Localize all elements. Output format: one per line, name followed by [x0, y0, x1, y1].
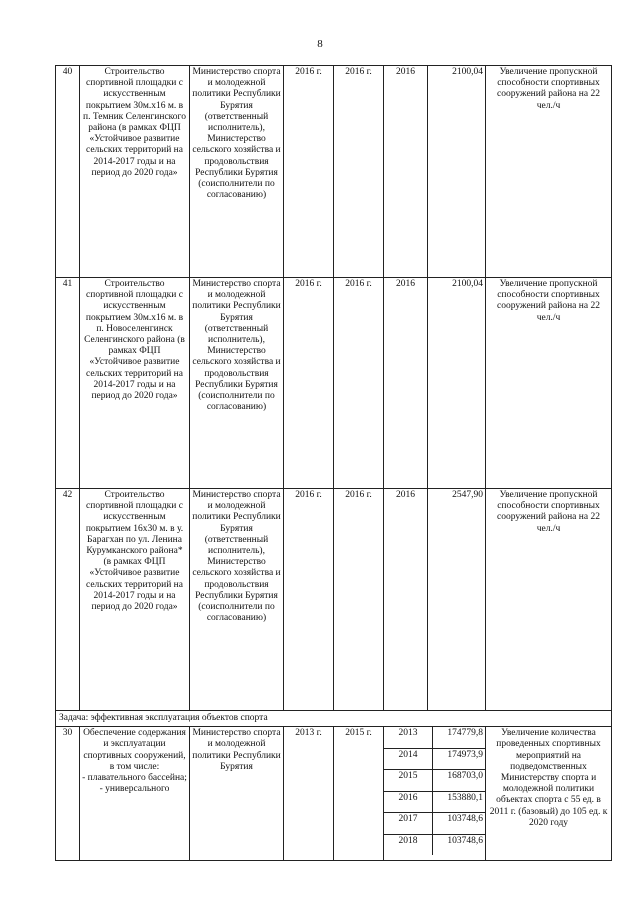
- funding-year: 2018: [384, 835, 433, 856]
- funding-by-year: [384, 727, 486, 861]
- funding-year: 2013: [384, 727, 433, 748]
- table-row: [56, 66, 612, 278]
- table-row: [56, 727, 612, 861]
- activity-name: Строительство спортивной площадки с искусственным покрытием 16х30 м. в у. Барагхан по ул. Ленина Курумканского района* (в рамках ФЦП «Устойчивое развитие сельских территорий на 2014-2017 годы и на период до 2020 года»: [80, 489, 190, 711]
- expected-result: Увеличение пропускной способности спортивных сооружений района на 22 чел./ч: [486, 489, 612, 711]
- funding-amount: 2100,04: [428, 66, 486, 278]
- funding-year: 2014: [384, 749, 433, 770]
- activity-name: Строительство спортивной площадки с искусственным покрытием 30м.х16 м. в п. Новоселенгинск Селенгинского района (в рамках ФЦП «Устойчивое развитие сельских территорий на 2014-2017 годы и на период до 2020 года»: [80, 278, 190, 489]
- funding-year-row: [384, 792, 485, 814]
- end-date: 2016 г.: [334, 489, 384, 711]
- activity-item: - универсального: [99, 784, 170, 795]
- end-date: 2015 г.: [334, 727, 384, 861]
- start-date: 2016 г.: [284, 66, 334, 278]
- table-row: [56, 278, 612, 489]
- funding-amount: 103748,6: [447, 814, 483, 825]
- executor: Министерство спорта и молодежной политики Республики Бурятия (ответственный исполнитель), Министерство сельского хозяйства и продовольствия Республики Бурятия (соисполнители по согласованию): [190, 66, 284, 278]
- row-number: 41: [56, 278, 80, 489]
- executor: Министерство спорта и молодежной политики Республики Бурятия: [190, 727, 284, 861]
- funding-year: 2016: [384, 278, 428, 489]
- funding-year-row: [384, 835, 485, 856]
- funding-year-row: [384, 770, 485, 792]
- funding-year-row: [384, 749, 485, 771]
- funding-year-row: [384, 813, 485, 835]
- funding-year: 2016: [384, 489, 428, 711]
- table-row: [56, 489, 612, 711]
- row-number: 30: [56, 727, 80, 861]
- start-date: 2016 г.: [284, 278, 334, 489]
- start-date: 2016 г.: [284, 489, 334, 711]
- task-row: [56, 711, 612, 727]
- funding-amount: 168703,0: [447, 771, 483, 782]
- start-date: 2013 г.: [284, 727, 334, 861]
- activity-name: Строительство спортивной площадки с искусственным покрытием 30м.х16 м. в п. Темник Селенгинского района (в рамках ФЦП «Устойчивое развитие сельских территорий на 2014-2017 годы и на период до 2020 года»: [80, 66, 190, 278]
- funding-amount: 2100,04: [428, 278, 486, 489]
- task-heading: Задача: эффективная эксплуатация объектов спорта: [56, 711, 612, 727]
- page-number: 8: [317, 38, 323, 50]
- expected-result: Увеличение количества проведенных спортивных мероприятий на подведомственных Министерству спорта и молодежной политики объектах спорта с 55 ед. в 2011 г. (базовый) до 105 ед. к 2020 году: [486, 727, 612, 861]
- end-date: 2016 г.: [334, 66, 384, 278]
- program-table: [55, 65, 612, 861]
- funding-year: 2017: [384, 813, 433, 834]
- expected-result: Увеличение пропускной способности спортивных сооружений района на 22 чел./ч: [486, 278, 612, 489]
- expected-result: Увеличение пропускной способности спортивных сооружений района на 22 чел./ч: [486, 66, 612, 278]
- funding-year-row: [384, 727, 485, 749]
- funding-amount: 2547,90: [428, 489, 486, 711]
- activity-name-text: Обеспечение содержания и эксплуатации спортивных сооружений, в том числе:: [83, 728, 186, 772]
- funding-amount: 153880,1: [447, 792, 483, 803]
- funding-amount: 103748,6: [447, 835, 483, 846]
- activity-item: - плавательного бассейна;: [82, 773, 187, 784]
- executor: Министерство спорта и молодежной политики Республики Бурятия (ответственный исполнитель), Министерство сельского хозяйства и продовольствия Республики Бурятия (соисполнители по согласованию): [190, 278, 284, 489]
- funding-year: 2015: [384, 770, 433, 791]
- funding-amount: 174779,8: [447, 728, 483, 739]
- end-date: 2016 г.: [334, 278, 384, 489]
- executor: Министерство спорта и молодежной политики Республики Бурятия (ответственный исполнитель), Министерство сельского хозяйства и продовольствия Республики Бурятия (соисполнители по согласованию): [190, 489, 284, 711]
- row-number: 42: [56, 489, 80, 711]
- funding-year: 2016: [384, 792, 433, 813]
- activity-name: [80, 727, 190, 861]
- row-number: 40: [56, 66, 80, 278]
- funding-year: 2016: [384, 66, 428, 278]
- funding-amount: 174973,9: [447, 749, 483, 760]
